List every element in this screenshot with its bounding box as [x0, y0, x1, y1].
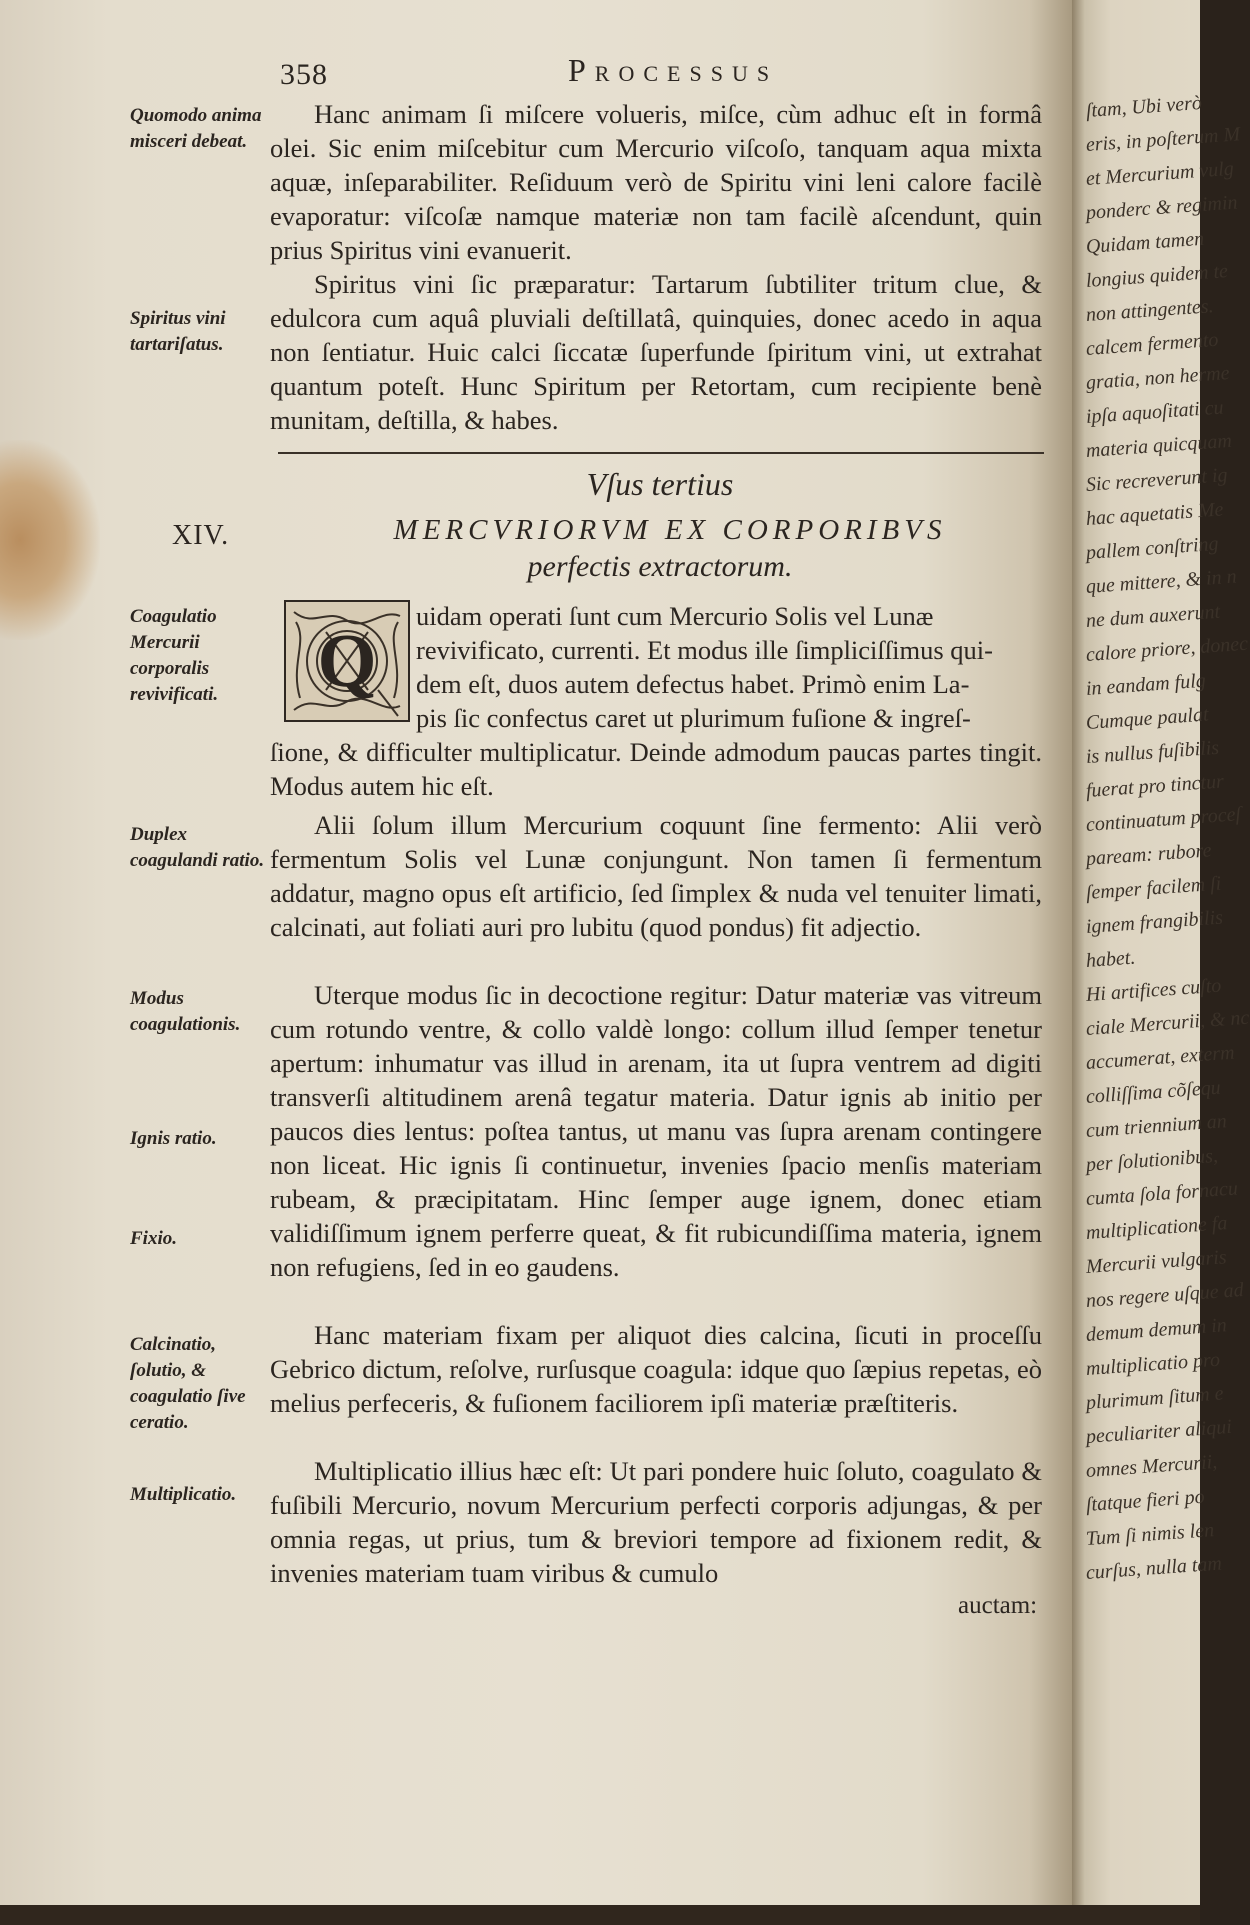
text-line: pis ſic confectus caret ut plurimum fuſione & ingreſ- — [416, 703, 971, 733]
adjacent-page-line: multiplicatione fa — [1085, 1212, 1229, 1244]
adjacent-page-line: gratia, non herme — [1085, 361, 1231, 394]
adjacent-page-line: que mittere, & in n — [1085, 565, 1238, 598]
paragraph-quidam-continued — [270, 735, 1042, 803]
adjacent-page-line: is nullus fuſibilis — [1085, 736, 1220, 768]
paragraph-uterque — [270, 978, 1042, 1284]
margin-note-coagulatio: Coagulatio Mercurii corporalis revivificati. — [130, 606, 219, 705]
adjacent-page-line: longius quidem te — [1085, 260, 1229, 292]
adjacent-page-line: habet. — [1085, 946, 1137, 972]
adjacent-page-line: calore priore, donec — [1085, 632, 1249, 666]
page-header — [270, 48, 1050, 91]
page-number: 358 — [280, 58, 328, 91]
adjacent-page-line: ne dum auxerunt — [1085, 600, 1221, 632]
section-rule — [278, 452, 1044, 454]
adjacent-page-line: et Mercurium vulg — [1085, 157, 1235, 190]
paragraph-multiplicatio — [270, 1454, 1042, 1590]
margin-note-duplex: Duplex coagulandi ratio. — [130, 824, 265, 871]
paragraph-text: Multiplicatio illius hæc eſt: Ut pari pondere huic ſoluto, coagulato & fuſibili Mercurio, novum Mercurium perfecti corporis adjungas, & per omnia regas, ut prius, tum & breviori tempore ad fixionem redit, & invenies materiam tuam viribus & cumulo — [270, 1456, 1042, 1588]
adjacent-page-line: multiplicatio pro — [1085, 1348, 1221, 1380]
paragraph-text: Hanc animam ſi miſcere volueris, miſce, cùm adhuc eſt in formâ olei. Sic enim miſcebitur cum Mercurio viſcoſo, tanquam aqua mixta aquæ, inſeparabiliter. Reſiduum verò de Spiritu vini leni calore facilè evaporatur: viſcoſæ namque materiæ non tam facilè aſcendunt, quin prius Spiritus vini evanuerit. — [270, 99, 1042, 265]
adjacent-page-line: omnes Mercurii, — [1085, 1450, 1218, 1482]
adjacent-page-line: eris, in poſterum M — [1085, 123, 1241, 156]
adjacent-page-line: Cumque paulat — [1085, 703, 1210, 734]
adjacent-page-line: pallem conſtring — [1085, 532, 1220, 564]
chapter-title: MERCVRIORVM EX CORPORIBVS — [393, 514, 947, 546]
margin-note-ignis: Ignis ratio. — [130, 1128, 217, 1149]
paragraph-text: ſione, & difficulter multiplicatur. Deinde admodum paucas partes tingit. Modus autem hic eſt. — [270, 737, 1042, 801]
margin-note-multiplicatio: Multiplicatio. — [130, 1484, 237, 1505]
adjacent-page-line: ciale Mercurii, & nc — [1085, 1006, 1250, 1040]
adjacent-page-line: materia quicquam — [1085, 429, 1233, 462]
adjacent-page-line: continuatum proceſ — [1085, 803, 1242, 836]
adjacent-page-line: plurimum ſitum e — [1085, 1382, 1225, 1414]
adjacent-page-line: ipſa aquoſitati cu — [1085, 396, 1225, 428]
adjacent-page-line: Quidam tamen — [1085, 227, 1205, 258]
adjacent-page-line: non attingentes. — [1085, 295, 1215, 326]
adjacent-page-line: per ſolutionibus, — [1085, 1144, 1219, 1176]
running-head: Processus — [568, 52, 779, 88]
text-line: dem eſt, duos autem defectus habet. Primò enim La- — [416, 669, 970, 699]
adjacent-page-line: peculiariter aliqui — [1085, 1415, 1233, 1448]
paragraph-hanc-materiam — [270, 1318, 1042, 1420]
section-title: Vſus tertius — [586, 466, 734, 502]
adjacent-page-line: paream: rubore — [1085, 839, 1213, 870]
adjacent-page-line: in eandam fulg — [1085, 669, 1207, 700]
adjacent-page-line: hac aquetatis Me — [1085, 498, 1225, 530]
adjacent-page-line: ſtatque fieri po — [1085, 1485, 1206, 1516]
adjacent-page-line: ignem frangibilis — [1085, 906, 1224, 938]
adjacent-page-line: Sic recreverunt ig — [1085, 464, 1229, 496]
text-line: revivificato, currenti. Et modus ille ſimpliciſſimus qui- — [416, 635, 993, 665]
margin-note-fixio: Fixio. — [130, 1228, 177, 1249]
paragraph-text: Hanc materiam fixam per aliquot dies calcina, ſicuti in proceſſu Gebrico dictum, reſolve, rurſusque coagula: idque quo ſæpius repetas, eò melius perfeceris, & fuſionem faciliorem ipſi materiæ præſtiteris. — [270, 1320, 1042, 1418]
decorated-initial — [284, 600, 410, 722]
margin-note-calcinatio: Calcinatio, ſolutio, & coagulatio ſive ceratio. — [130, 1334, 246, 1433]
book-edge — [0, 1905, 1200, 1925]
initial-letter: Q — [317, 618, 377, 703]
paragraph-text: Spiritus vini ſic præparatur: Tartarum ſubtiliter tritum clue, & edulcora cum aquâ pluviali deſtillatâ, quinquies, donec acedo in aqua non ſentiatur. Huic calci ſiccatæ ſuperfunde ſpiritum vini, ut extrahat quantum poteſt. Hunc Spiritum per Retortam, cum recipiente benè munitam, deſtilla, & habes. — [270, 269, 1042, 435]
adjacent-page-line: nos regere uſque ad — [1085, 1279, 1245, 1312]
adjacent-page-line: fuerat pro tinctur — [1085, 770, 1225, 802]
paragraph-spiritus — [270, 267, 1042, 437]
margin-note-spiritus: Spiritus vini tartariſatus. — [130, 308, 226, 355]
paragraph-text: Alii ſolum illum Mercurium coquunt ſine fermento: Alii verò fermentum Solis vel Lunæ conjungunt. Non tamen ſi fermentum addatur, magno opus eſt artificio, ſed ſimplex & nuda vel tenuiter limati, calcinati, aut foliati auri pro lubitu (quod pondus) fit adjectio. — [270, 810, 1042, 942]
adjacent-page-line: curſus, nulla tam — [1085, 1552, 1223, 1584]
adjacent-page-line: ponderc & regimin — [1085, 191, 1239, 224]
page-stain — [0, 440, 100, 640]
adjacent-page-line: Mercurii vulgaris — [1085, 1246, 1228, 1278]
paragraph-alii — [270, 808, 1042, 944]
chapter-number: XIV. — [172, 520, 230, 551]
adjacent-page-line: cum triennium an — [1085, 1110, 1228, 1142]
adjacent-page-line: cumta ſola fornacu — [1085, 1177, 1239, 1210]
adjacent-page-line: demum demum in — [1085, 1314, 1228, 1346]
adjacent-page-line: Hi artifices cuſto — [1085, 974, 1222, 1006]
lines-beside-initial — [416, 599, 1042, 735]
adjacent-page-line: Tum ſi nimis len — [1085, 1519, 1215, 1550]
margin-note-modus: Modus coagulationis. — [130, 988, 241, 1035]
chapter-subtitle: perfectis extractorum. — [527, 550, 793, 583]
adjacent-page-edge — [1072, 0, 1250, 1905]
paragraph-anima — [270, 97, 1042, 267]
adjacent-page-line: calcem fermento — [1085, 328, 1220, 360]
margin-note-quomodo: Quomodo anima misceri debeat. — [130, 105, 262, 152]
paragraph-text: Uterque modus ſic in decoctione regitur: Datur materiæ vas vitreum cum rotundo ventre, & collo valdè longo: collum illud ſemper tenetur apertum: inhumatur vas illud in arenam, ita ut ſupra ventrem ad digiti transverſi altitudinem arenâ tegatur materia. Datur ignis ab initio per paucos dies lentus: poſtea tantus, ut manu vas ſupra arenam contingere non liceat. Hic ignis ſi continuetur, invenies ſpacio menſis materiam rubeam, & præcipitatam. Hinc ſemper auge ignem, donec etiam validiſſimum ignem perferre queat, & fit rubicundiſſima materia, ignem non refugiens, ſed in eo gaudens. — [270, 980, 1042, 1282]
text-line: uidam operati ſunt cum Mercurio Solis vel Lunæ — [416, 601, 934, 631]
adjacent-page-line: ſtam, Ubi verò — [1085, 91, 1203, 122]
catchword: auctam: — [958, 1592, 1038, 1619]
adjacent-page-line: colliſſima cõſequ — [1085, 1076, 1222, 1108]
adjacent-page-line: accumerat, exterm — [1085, 1041, 1236, 1074]
adjacent-page-line: ſemper facilem ſi — [1085, 872, 1222, 904]
